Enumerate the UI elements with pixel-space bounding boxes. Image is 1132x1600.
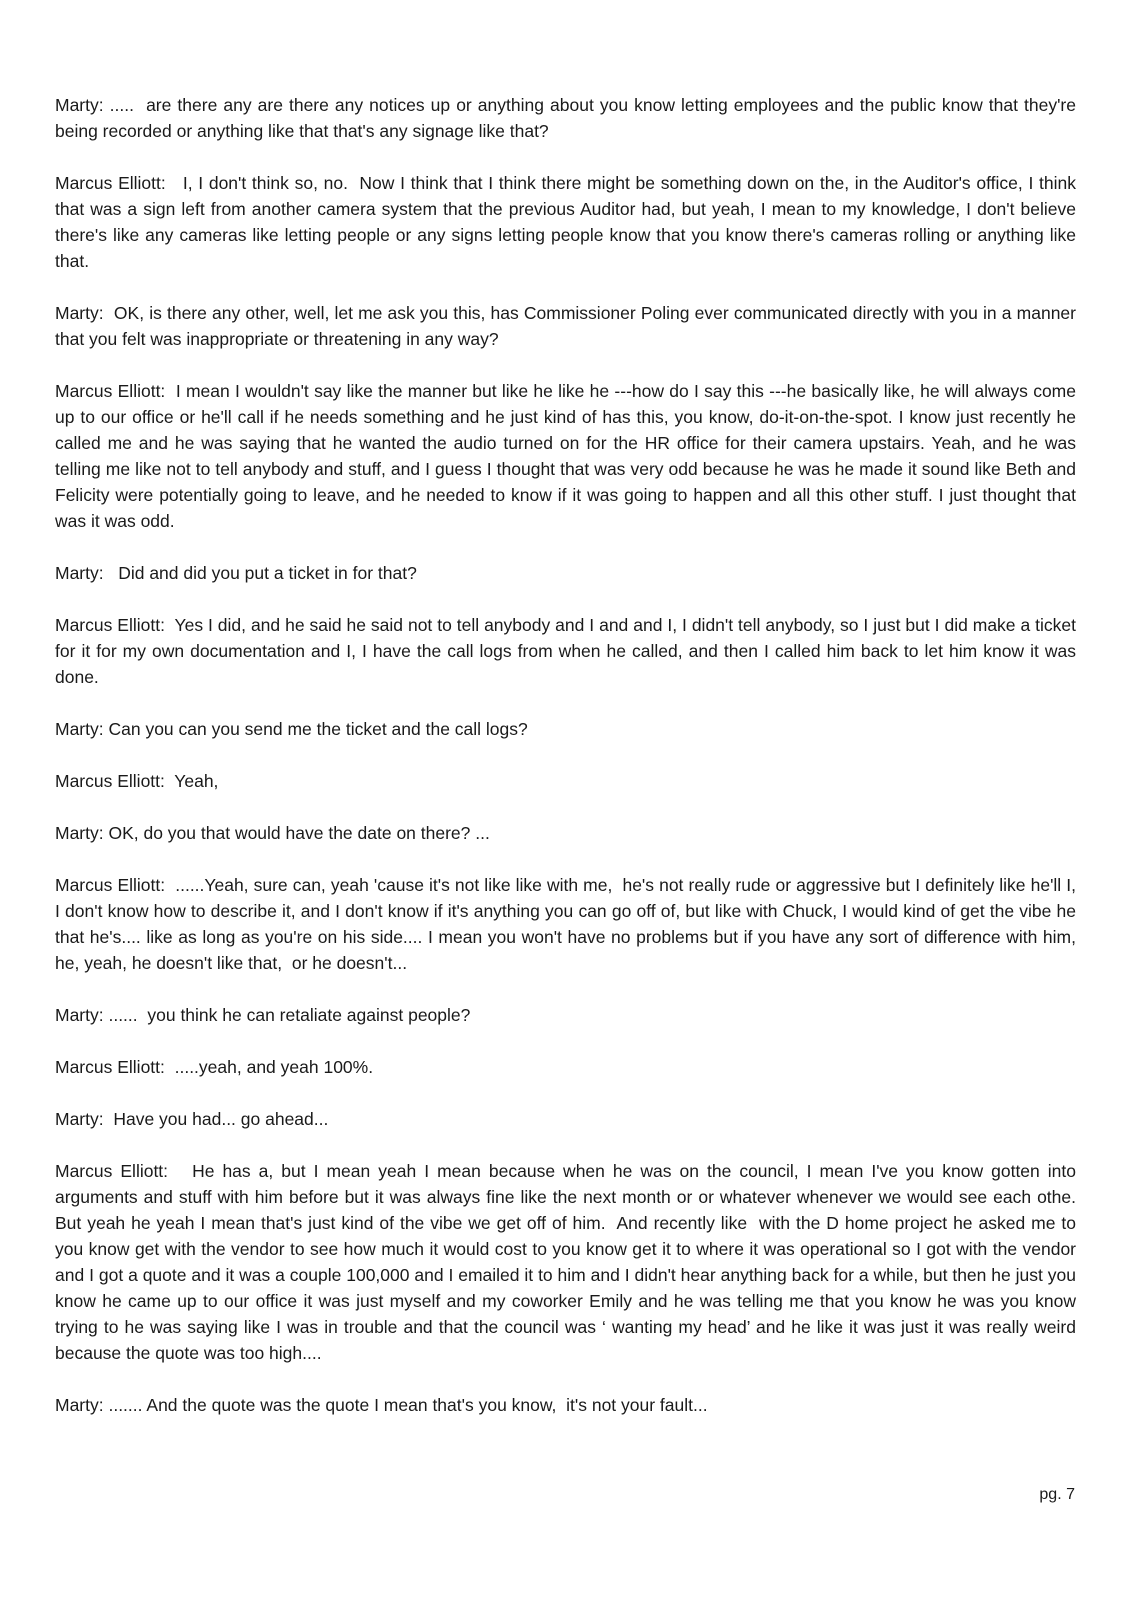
page-number: pg. 7 [1039, 1486, 1075, 1503]
transcript-entry: Marcus Elliott: Yeah, [55, 771, 219, 791]
transcript-entry: Marcus Elliott: He has a, but I mean yeah I mean because when he was on the council, I mean I've you know gotten into arguments and stuff with him before but it was always fine like the next month or or whatever whenever we would see each othe. But yeah he yeah I mean that's just kind of the vibe we get off of him. And recently like with the D home project he asked me to you know get with the vendor to see how much it would cost to you know get it to where it was operational so I got with the vendor and I got a quote and it was a couple 100,000 and I emailed it to him and I didn't hear anything back for a while, but then he just you know he came up to our office it was just myself and my coworker Emily and he was telling me that you know he was you know trying to he was saying like I was in trouble and that the council was ‘ wanting my head’ and he like it was just it was really weird because the quote was too high.... [55, 1161, 1086, 1363]
transcript-entry: Marty: OK, do you that would have the date on there? ... [55, 823, 490, 843]
transcript-entry: Marcus Elliott: I mean I wouldn't say like the manner but like he like he ---how do I say this ---he basically like, he will always come up to our office or he'll call if he needs something and he just kind of has this, you know, do-it-on-the-spot. I know just recently he called me and he was saying that he wanted the audio turned on for the HR office for their camera upstairs. Yeah, and he was telling me like not to tell anybody and stuff, and I guess I thought that was very odd because he was he made it sound like Beth and Felicity were potentially going to leave, and he needed to know if it was going to happen and all this other stuff. I just thought that was it was odd. [55, 381, 1081, 531]
transcript-entry: Marty: ..... are there any are there any notices up or anything about you know letting employees and the public know that they're being recorded or anything like that that's any signage like that? [55, 95, 1081, 141]
transcript-entry: Marty: Did and did you put a ticket in for that? [55, 563, 417, 583]
transcript-entry: Marty: Have you had... go ahead... [55, 1109, 329, 1129]
transcript-entry: Marty: ...... you think he can retaliate against people? [55, 1005, 471, 1025]
transcript-entry: Marcus Elliott: I, I don't think so, no. Now I think that I think there might be something down on the, in the Auditor's office, I think that was a sign left from another camera system that the previous Auditor had, but yeah, I mean to my knowledge, I don't believe there's like any cameras like letting people or any signs letting people know that you know there's cameras rolling or anything like that. [55, 173, 1081, 271]
transcript-entry: Marcus Elliott: Yes I did, and he said he said not to tell anybody and I and and I, I didn't tell anybody, so I just but I did make a ticket for it for my own documentation and I, I have the call logs from when he called, and then I called him back to let him know it was done. [55, 615, 1081, 687]
transcript-entry: Marty: ....... And the quote was the quote I mean that's you know, it's not your fault... [55, 1395, 708, 1415]
transcript-entry: Marty: OK, is there any other, well, let me ask you this, has Commissioner Poling ever communicated directly with you in a manner that you felt was inappropriate or threatening in any way? [55, 303, 1081, 349]
transcript-entry: Marcus Elliott: .....yeah, and yeah 100%. [55, 1057, 374, 1077]
transcript-entry: Marty: Can you can you send me the ticket and the call logs? [55, 719, 528, 739]
transcript-body [55, 92, 1086, 1418]
transcript-entry: Marcus Elliott: ......Yeah, sure can, yeah 'cause it's not like like with me, he's not really rude or aggressive but I definitely like he'll I, I don't know how to describe it, and I don't know if it's anything you can go off of, but like with Chuck, I would kind of get the vibe he that he's.... like as long as you're on his side.... I mean you won't have no problems but if you have any sort of difference with him, he, yeah, he doesn't like that, or he doesn't... [55, 875, 1086, 973]
